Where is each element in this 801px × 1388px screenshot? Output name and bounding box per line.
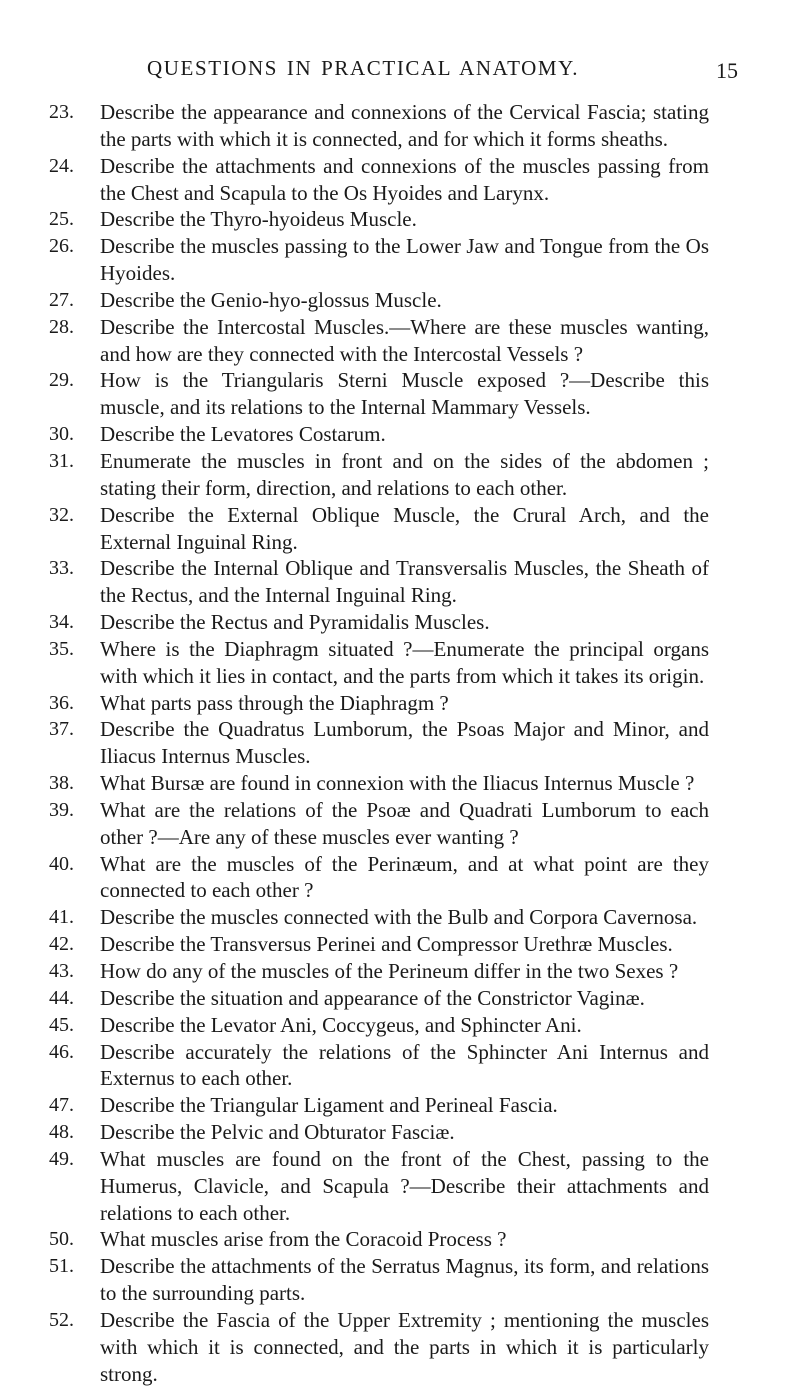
- question-text: How do any of the muscles of the Perineum differ in the two Sexes ?: [100, 959, 679, 983]
- question-text: What muscles are found on the front of the Chest, passing to the Humerus, Clavicle, and Scapula ?—Describe their attachments and relations to each other.: [100, 1146, 709, 1225]
- question-item: [0, 421, 709, 448]
- question-number: 32.: [49, 503, 74, 526]
- question-number: 35.: [49, 637, 74, 660]
- question-number: 51.: [49, 1255, 74, 1278]
- question-item: [0, 153, 709, 207]
- question-text: Describe accurately the relations of the Sphincter Ani Internus and Externus to each other.: [100, 1039, 709, 1091]
- question-number: 36.: [49, 691, 74, 714]
- question-number: 38.: [49, 772, 74, 795]
- question-item: [0, 448, 709, 502]
- question-text: Describe the muscles passing to the Lower Jaw and Tongue from the Os Hyoides.: [100, 234, 709, 286]
- question-number: 37.: [49, 718, 74, 741]
- question-number: 31.: [49, 449, 74, 472]
- question-item: [0, 904, 709, 931]
- question-number: 34.: [49, 611, 74, 634]
- question-number: 25.: [49, 208, 74, 231]
- question-number: 33.: [49, 557, 74, 580]
- question-item: [0, 99, 709, 153]
- question-text: Describe the situation and appearance of the Constrictor Vaginæ.: [100, 985, 645, 1010]
- question-text: Describe the Thyro-hyoideus Muscle.: [100, 207, 417, 232]
- question-text: Describe the Quadratus Lumborum, the Psoas Major and Minor, and Iliacus Internus Muscles.: [100, 717, 709, 769]
- question-number: 46.: [49, 1040, 74, 1063]
- question-item: [0, 797, 709, 851]
- question-item: [0, 1039, 709, 1093]
- question-item: [0, 958, 709, 985]
- question-item: [0, 287, 709, 314]
- question-number: 41.: [49, 906, 74, 929]
- question-number: 40.: [49, 852, 74, 875]
- question-text: What muscles arise from the Coracoid Process ?: [100, 1227, 507, 1252]
- question-list: [0, 99, 801, 1388]
- question-text: Describe the Levator Ani, Coccygeus, and Sphincter Ani.: [100, 1012, 582, 1037]
- question-text: Describe the Genio-hyo-glossus Muscle.: [100, 287, 442, 312]
- question-text: Describe the appearance and connexions of the Cervical Fascia; stating the parts with which it is connected, and for which it forms sheaths.: [100, 100, 709, 151]
- question-item: [0, 367, 709, 421]
- question-item: [0, 1012, 709, 1039]
- question-number: 49.: [49, 1147, 74, 1170]
- question-number: 52.: [49, 1308, 74, 1331]
- question-item: [0, 555, 709, 609]
- question-item: [0, 636, 709, 690]
- question-item: [0, 1146, 709, 1227]
- page-number: 15: [716, 58, 738, 83]
- question-item: [0, 1253, 709, 1307]
- question-item: [0, 931, 709, 958]
- question-text: Where is the Diaphragm situated ?—Enumerate the principal organs with which it lies in contact, and the parts from which it takes its origin.: [100, 636, 709, 688]
- question-item: [0, 206, 709, 233]
- question-text: Describe the Levatores Costarum.: [100, 422, 386, 447]
- question-text: Describe the Triangular Ligament and Perineal Fascia.: [100, 1093, 558, 1118]
- question-text: Describe the Fascia of the Upper Extremity ; mentioning the muscles with which it is connected, and the parts in which it is particularly strong.: [100, 1307, 709, 1386]
- running-title: QUESTIONS IN PRACTICAL ANATOMY.: [147, 56, 580, 80]
- question-item: [0, 690, 709, 717]
- question-item: [0, 770, 709, 797]
- question-number: 30.: [49, 423, 74, 446]
- question-number: 24.: [49, 154, 74, 177]
- question-text: Describe the attachments and connexions of the muscles passing from the Chest and Scapula to the Os Hyoides and Larynx.: [100, 153, 709, 205]
- page-header: [0, 56, 801, 86]
- question-text: How is the Triangularis Sterni Muscle exposed ?—Describe this muscle, and its relations to the Internal Mammary Vessels.: [100, 368, 709, 420]
- question-number: 23.: [49, 101, 74, 123]
- question-item: [0, 233, 709, 287]
- question-item: [0, 502, 709, 556]
- question-number: 45.: [49, 1013, 74, 1036]
- question-item: [0, 609, 709, 636]
- question-item: [0, 1092, 709, 1119]
- question-text: Describe the Intercostal Muscles.—Where are these muscles wanting, and how are they connected with the Intercostal Vessels ?: [100, 314, 709, 366]
- question-number: 26.: [49, 235, 74, 258]
- question-number: 39.: [49, 798, 74, 821]
- question-text: What parts pass through the Diaphragm ?: [100, 690, 449, 715]
- question-number: 43.: [49, 960, 74, 982]
- question-text: What are the relations of the Psoæ and Quadrati Lumborum to each other ?—Are any of these muscles ever wanting ?: [100, 797, 709, 849]
- question-text: What Bursæ are found in connexion with the Iliacus Internus Muscle ?: [100, 771, 695, 796]
- question-number: 28.: [49, 315, 74, 338]
- question-item: [0, 1119, 709, 1146]
- question-text: Describe the Pelvic and Obturator Fasciæ.: [100, 1120, 455, 1145]
- question-number: 42.: [49, 933, 74, 956]
- question-item: [0, 314, 709, 368]
- question-item: [0, 851, 709, 905]
- question-text: What are the muscles of the Perinæum, and at what point are they connected to each other ?: [100, 851, 709, 903]
- question-text: Describe the muscles connected with the Bulb and Corpora Cavernosa.: [100, 905, 698, 930]
- question-number: 44.: [49, 986, 74, 1009]
- question-item: [0, 985, 709, 1012]
- question-item: [0, 1226, 709, 1253]
- question-text: Describe the attachments of the Serratus Magnus, its form, and relations to the surrounding parts.: [100, 1254, 709, 1306]
- question-text: Describe the Internal Oblique and Transversalis Muscles, the Sheath of the Rectus, and the Internal Inguinal Ring.: [100, 556, 709, 608]
- question-text: Describe the Rectus and Pyramidalis Muscles.: [100, 610, 490, 635]
- question-item: [0, 1307, 709, 1388]
- question-text: Describe the Transversus Perinei and Compressor Urethræ Muscles.: [100, 932, 673, 957]
- question-number: 29.: [49, 369, 74, 392]
- question-text: Describe the External Oblique Muscle, the Crural Arch, and the External Inguinal Ring.: [100, 502, 709, 554]
- question-number: 27.: [49, 288, 74, 311]
- question-text: Enumerate the muscles in front and on the sides of the abdomen ; stating their form, direction, and relations to each other.: [100, 448, 709, 500]
- question-number: 47.: [49, 1094, 74, 1117]
- question-item: [0, 716, 709, 770]
- question-number: 50.: [49, 1228, 74, 1251]
- question-number: 48.: [49, 1121, 74, 1144]
